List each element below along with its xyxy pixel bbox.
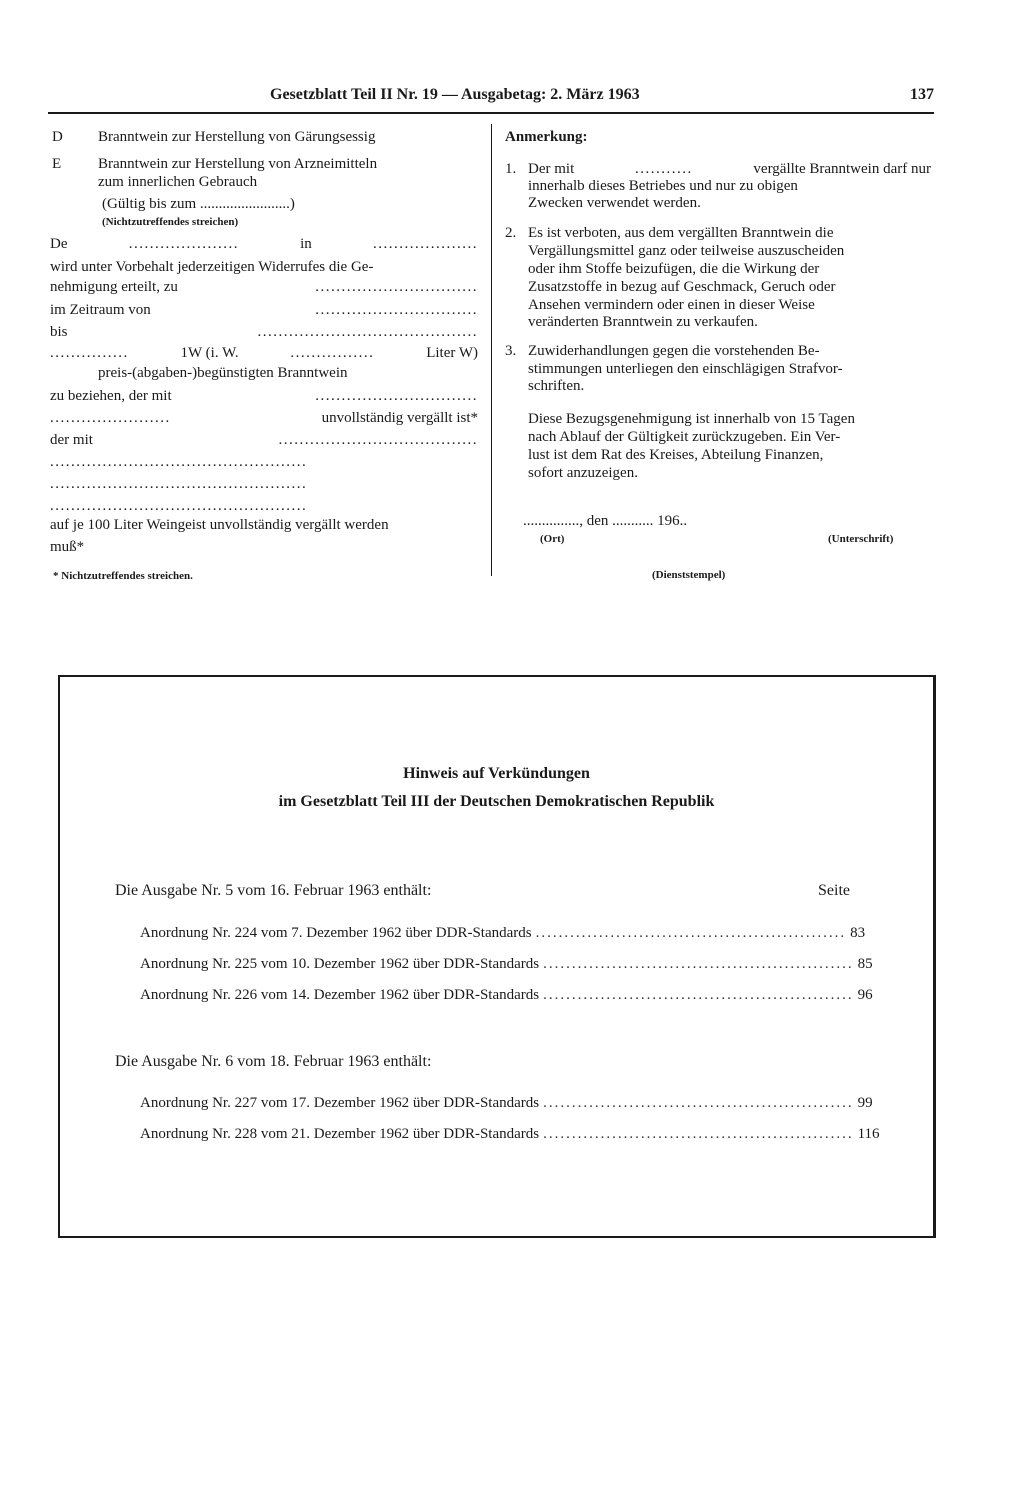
notice-title-2: im Gesetzblatt Teil III der Deutschen Demokratischen Republik	[278, 793, 715, 810]
weingeist-line-2: muß*	[50, 539, 85, 555]
remark-2-line-5: Ansehen vermindern oder einen in dieser Weise	[528, 297, 815, 313]
remark-2-line-1: Es ist verboten, aus dem vergällten Branntwein die	[528, 225, 834, 241]
item-d-text: Branntwein zur Herstellung von Gärungsessig	[98, 129, 376, 145]
header-rule	[48, 112, 934, 114]
remark-3-number: 3.	[505, 343, 517, 359]
form-line-de: De ..................... in ....................	[50, 236, 478, 252]
item-e-text-2: zum innerlichen Gebrauch	[98, 174, 258, 190]
remark-2-line-3: oder ihm Stoffe beizufügen, die die Wirkung der	[528, 261, 820, 277]
condition-line-2: nehmigung erteilt, zu	[50, 279, 178, 295]
remark-3-line-2: stimmungen unterliegen den einschlägigen Strafvor-	[528, 361, 843, 377]
list-item: Anordnung Nr. 224 vom 7. Dezember 1962 über DDR-Standards ...................................................... 83	[140, 925, 866, 941]
item-d-letter: D	[52, 129, 63, 145]
seite-column-header: Seite	[818, 882, 850, 899]
form-line-zeitraum: im Zeitraum von ...............................	[50, 302, 478, 318]
remark-1-line-3: Zwecken verwendet werden.	[528, 195, 701, 211]
remark-1-line-1: Der mit ........... vergällte Branntwein darf nur	[528, 161, 931, 177]
validity-paragraph-4: sofort anzuzeigen.	[528, 465, 638, 481]
label-de: De	[50, 236, 68, 252]
label-ort: (Ort)	[540, 533, 565, 545]
weingeist-line-1: auf je 100 Liter Weingeist unvollständig vergällt werden	[50, 517, 389, 533]
label-der-mit: der mit	[50, 432, 93, 448]
label-beziehen: zu beziehen, der mit	[50, 388, 172, 404]
label-zeitraum: im Zeitraum von	[50, 302, 151, 318]
label-unterschrift: (Unterschrift)	[828, 533, 894, 545]
list-item: Anordnung Nr. 227 vom 17. Dezember 1962 über DDR-Standards ...................................................... 99	[140, 1095, 873, 1111]
blank-line-2: .................................................	[50, 476, 308, 492]
validity-paragraph-3: lust ist dem Rat des Kreises, Abteilung Finanzen,	[528, 447, 824, 463]
form-line-iw: ............... 1W (i. W. ................ Liter W)	[50, 345, 478, 361]
remark-2-line-6: veränderten Branntwein zu verkaufen.	[528, 314, 758, 330]
form-line-bis: bis ..........................................	[50, 324, 478, 340]
remark-3-line-1: Zuwiderhandlungen gegen die vorstehenden Be-	[528, 343, 820, 359]
footnote: * Nichtzutreffendes streichen.	[53, 570, 193, 582]
list-item: Anordnung Nr. 225 vom 10. Dezember 1962 über DDR-Standards ...................................................... 85	[140, 956, 873, 972]
label-unvollstaendig: unvollständig vergällt ist*	[321, 410, 478, 426]
remark-3-line-3: schriften.	[528, 378, 585, 394]
blank-line-3: .................................................	[50, 498, 308, 514]
label-dienststempel: (Dienststempel)	[652, 569, 726, 581]
list-item: Anordnung Nr. 226 vom 14. Dezember 1962 über DDR-Standards ...................................................... 96	[140, 987, 873, 1003]
column-divider	[491, 124, 492, 576]
form-line-beziehen: zu beziehen, der mit ...............................	[50, 388, 478, 404]
remark-2-line-4: Zusatzstoffe in bezug auf Geschmack, Geruch oder	[528, 279, 836, 295]
page-number: 137	[910, 86, 934, 103]
page-header	[48, 86, 934, 112]
label-iw: 1W (i. W.	[180, 345, 239, 361]
date-line: ..............., den ........... 196..	[523, 513, 688, 529]
header-title: Gesetzblatt Teil II Nr. 19 — Ausgabetag: 2. März 1963	[270, 86, 640, 103]
remark-heading: Anmerkung:	[505, 129, 588, 145]
form-line-zu: nehmigung erteilt, zu ...............................	[50, 279, 478, 295]
item-e-letter: E	[52, 156, 62, 172]
label-bis: bis	[50, 324, 68, 340]
condition-line-1: wird unter Vorbehalt jederzeitigen Widerrufes die Ge-	[50, 259, 374, 275]
validity-paragraph-1: Diese Bezugsgenehmigung ist innerhalb von 15 Tagen	[528, 411, 855, 427]
edition-5-heading: Die Ausgabe Nr. 5 vom 16. Februar 1963 enthält:	[115, 882, 432, 899]
label-preis: preis-(abgaben-)begünstigten Branntwein	[98, 365, 348, 381]
remark-2-number: 2.	[505, 225, 517, 241]
strike-note: (Nichtzutreffendes streichen)	[102, 216, 239, 228]
validity-field: (Gültig bis zum ........................)	[102, 196, 295, 212]
validity-paragraph-2: nach Ablauf der Gültigkeit zurückzugeben. Ein Ver-	[528, 429, 841, 445]
blank-line-1: .................................................	[50, 454, 308, 470]
label-liter: Liter W)	[426, 345, 478, 361]
notice-title-1: Hinweis auf Verkündungen	[403, 765, 590, 782]
list-item: Anordnung Nr. 228 vom 21. Dezember 1962 über DDR-Standards ...................................................... 116	[140, 1126, 880, 1142]
remark-1-line-2: innerhalb dieses Betriebes und nur zu obigen	[528, 178, 798, 194]
form-line-unvollstaendig: ....................... unvollständig vergällt ist*	[50, 410, 478, 426]
item-e-text-1: Branntwein zur Herstellung von Arzneimitteln	[98, 156, 378, 172]
form-line-der-mit: der mit ......................................	[50, 432, 478, 448]
remark-2-line-2: Vergällungsmittel ganz oder teilweise auszuscheiden	[528, 243, 845, 259]
remark-1-number: 1.	[505, 161, 517, 177]
edition-6-heading: Die Ausgabe Nr. 6 vom 18. Februar 1963 enthält:	[115, 1053, 432, 1070]
label-in: in	[300, 236, 312, 252]
